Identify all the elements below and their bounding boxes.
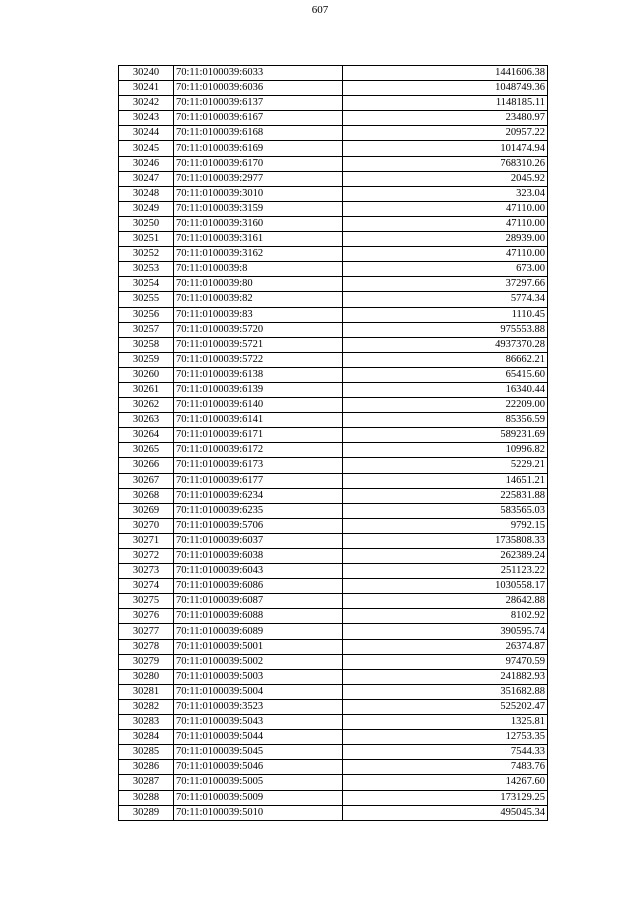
table-row <box>119 760 548 775</box>
cadastral-number-cell: 70:11:0100039:3523 <box>174 699 343 714</box>
row-number-cell: 30257 <box>119 322 174 337</box>
cadastral-number-cell: 70:11:0100039:5005 <box>174 775 343 790</box>
cadastral-number-cell: 70:11:0100039:6139 <box>174 382 343 397</box>
cadastral-value-cell: 262389.24 <box>343 549 548 564</box>
table-body <box>119 66 548 821</box>
table-row <box>119 805 548 820</box>
cadastral-number-cell: 70:11:0100039:6037 <box>174 533 343 548</box>
table-row <box>119 473 548 488</box>
cadastral-value-cell: 47110.00 <box>343 216 548 231</box>
cadastral-number-cell: 70:11:0100039:6043 <box>174 564 343 579</box>
cadastral-value-table <box>118 65 548 821</box>
row-number-cell: 30265 <box>119 443 174 458</box>
row-number-cell: 30258 <box>119 337 174 352</box>
row-number-cell: 30266 <box>119 458 174 473</box>
cadastral-value-cell: 14267.60 <box>343 775 548 790</box>
row-number-cell: 30250 <box>119 216 174 231</box>
row-number-cell: 30279 <box>119 654 174 669</box>
row-number-cell: 30277 <box>119 624 174 639</box>
cadastral-number-cell: 70:11:0100039:6173 <box>174 458 343 473</box>
cadastral-value-cell: 85356.59 <box>343 413 548 428</box>
table-row <box>119 216 548 231</box>
cadastral-value-cell: 225831.88 <box>343 488 548 503</box>
table-row <box>119 594 548 609</box>
table-row <box>119 247 548 262</box>
cadastral-number-cell: 70:11:0100039:6171 <box>174 428 343 443</box>
cadastral-number-cell: 70:11:0100039:5720 <box>174 322 343 337</box>
table-row <box>119 171 548 186</box>
row-number-cell: 30249 <box>119 201 174 216</box>
row-number-cell: 30261 <box>119 382 174 397</box>
table-row <box>119 609 548 624</box>
cadastral-number-cell: 70:11:0100039:6089 <box>174 624 343 639</box>
cadastral-number-cell: 70:11:0100039:5002 <box>174 654 343 669</box>
cadastral-value-cell: 28939.00 <box>343 232 548 247</box>
table-row <box>119 126 548 141</box>
cadastral-value-cell: 583565.03 <box>343 503 548 518</box>
row-number-cell: 30280 <box>119 669 174 684</box>
table-row <box>119 428 548 443</box>
cadastral-number-cell: 70:11:0100039:6086 <box>174 579 343 594</box>
row-number-cell: 30283 <box>119 715 174 730</box>
row-number-cell: 30241 <box>119 81 174 96</box>
table-row <box>119 292 548 307</box>
row-number-cell: 30247 <box>119 171 174 186</box>
table-row <box>119 669 548 684</box>
cadastral-value-cell: 1148185.11 <box>343 96 548 111</box>
cadastral-number-cell: 70:11:0100039:2977 <box>174 171 343 186</box>
table-row <box>119 367 548 382</box>
cadastral-number-cell: 70:11:0100039:6169 <box>174 141 343 156</box>
cadastral-value-cell: 768310.26 <box>343 156 548 171</box>
table-row <box>119 684 548 699</box>
cadastral-value-cell: 8102.92 <box>343 609 548 624</box>
cadastral-number-cell: 70:11:0100039:5706 <box>174 518 343 533</box>
cadastral-number-cell: 70:11:0100039:5045 <box>174 745 343 760</box>
cadastral-number-cell: 70:11:0100039:82 <box>174 292 343 307</box>
row-number-cell: 30288 <box>119 790 174 805</box>
row-number-cell: 30270 <box>119 518 174 533</box>
row-number-cell: 30272 <box>119 549 174 564</box>
table-row <box>119 549 548 564</box>
cadastral-value-cell: 4937370.28 <box>343 337 548 352</box>
row-number-cell: 30284 <box>119 730 174 745</box>
cadastral-value-cell: 9792.15 <box>343 518 548 533</box>
cadastral-number-cell: 70:11:0100039:6177 <box>174 473 343 488</box>
cadastral-value-cell: 14651.21 <box>343 473 548 488</box>
cadastral-value-cell: 1110.45 <box>343 307 548 322</box>
cadastral-number-cell: 70:11:0100039:6088 <box>174 609 343 624</box>
cadastral-value-cell: 97470.59 <box>343 654 548 669</box>
table-row <box>119 232 548 247</box>
row-number-cell: 30260 <box>119 367 174 382</box>
row-number-cell: 30244 <box>119 126 174 141</box>
row-number-cell: 30243 <box>119 111 174 126</box>
table-row <box>119 533 548 548</box>
row-number-cell: 30252 <box>119 247 174 262</box>
cadastral-number-cell: 70:11:0100039:6235 <box>174 503 343 518</box>
row-number-cell: 30248 <box>119 186 174 201</box>
row-number-cell: 30287 <box>119 775 174 790</box>
cadastral-number-cell: 70:11:0100039:3162 <box>174 247 343 262</box>
cadastral-value-cell: 12753.35 <box>343 730 548 745</box>
cadastral-value-cell: 975553.88 <box>343 322 548 337</box>
table-row <box>119 66 548 81</box>
table-row <box>119 518 548 533</box>
cadastral-number-cell: 70:11:0100039:6140 <box>174 398 343 413</box>
cadastral-number-cell: 70:11:0100039:3010 <box>174 186 343 201</box>
table-row <box>119 398 548 413</box>
row-number-cell: 30242 <box>119 96 174 111</box>
cadastral-number-cell: 70:11:0100039:5001 <box>174 639 343 654</box>
cadastral-value-cell: 2045.92 <box>343 171 548 186</box>
cadastral-value-cell: 37297.66 <box>343 277 548 292</box>
cadastral-number-cell: 70:11:0100039:5043 <box>174 715 343 730</box>
row-number-cell: 30282 <box>119 699 174 714</box>
row-number-cell: 30286 <box>119 760 174 775</box>
table-row <box>119 745 548 760</box>
cadastral-number-cell: 70:11:0100039:6036 <box>174 81 343 96</box>
cadastral-number-cell: 70:11:0100039:6170 <box>174 156 343 171</box>
cadastral-value-cell: 323.04 <box>343 186 548 201</box>
cadastral-number-cell: 70:11:0100039:3160 <box>174 216 343 231</box>
row-number-cell: 30276 <box>119 609 174 624</box>
cadastral-value-cell: 251123.22 <box>343 564 548 579</box>
row-number-cell: 30259 <box>119 352 174 367</box>
table-row <box>119 262 548 277</box>
cadastral-number-cell: 70:11:0100039:5010 <box>174 805 343 820</box>
cadastral-value-cell: 525202.47 <box>343 699 548 714</box>
row-number-cell: 30240 <box>119 66 174 81</box>
cadastral-number-cell: 70:11:0100039:5721 <box>174 337 343 352</box>
row-number-cell: 30256 <box>119 307 174 322</box>
table-row <box>119 639 548 654</box>
cadastral-value-cell: 47110.00 <box>343 247 548 262</box>
cadastral-value-cell: 22209.00 <box>343 398 548 413</box>
row-number-cell: 30285 <box>119 745 174 760</box>
cadastral-value-cell: 351682.88 <box>343 684 548 699</box>
row-number-cell: 30271 <box>119 533 174 548</box>
cadastral-number-cell: 70:11:0100039:6172 <box>174 443 343 458</box>
cadastral-number-cell: 70:11:0100039:5046 <box>174 760 343 775</box>
cadastral-number-cell: 70:11:0100039:5009 <box>174 790 343 805</box>
cadastral-number-cell: 70:11:0100039:6038 <box>174 549 343 564</box>
cadastral-value-cell: 26374.87 <box>343 639 548 654</box>
row-number-cell: 30246 <box>119 156 174 171</box>
table-row <box>119 307 548 322</box>
table-row <box>119 81 548 96</box>
cadastral-value-cell: 1048749.36 <box>343 81 548 96</box>
table-row <box>119 413 548 428</box>
cadastral-value-cell: 1030558.17 <box>343 579 548 594</box>
row-number-cell: 30274 <box>119 579 174 594</box>
table-row <box>119 111 548 126</box>
table-row <box>119 624 548 639</box>
cadastral-value-cell: 47110.00 <box>343 201 548 216</box>
cadastral-value-cell: 173129.25 <box>343 790 548 805</box>
cadastral-value-cell: 23480.97 <box>343 111 548 126</box>
cadastral-value-cell: 7483.76 <box>343 760 548 775</box>
row-number-cell: 30253 <box>119 262 174 277</box>
cadastral-value-cell: 7544.33 <box>343 745 548 760</box>
cadastral-number-cell: 70:11:0100039:80 <box>174 277 343 292</box>
cadastral-number-cell: 70:11:0100039:3161 <box>174 232 343 247</box>
table-row <box>119 503 548 518</box>
cadastral-number-cell: 70:11:0100039:3159 <box>174 201 343 216</box>
cadastral-value-cell: 65415.60 <box>343 367 548 382</box>
cadastral-number-cell: 70:11:0100039:5004 <box>174 684 343 699</box>
row-number-cell: 30273 <box>119 564 174 579</box>
row-number-cell: 30245 <box>119 141 174 156</box>
cadastral-value-cell: 589231.69 <box>343 428 548 443</box>
cadastral-value-cell: 1441606.38 <box>343 66 548 81</box>
cadastral-value-cell: 241882.93 <box>343 669 548 684</box>
cadastral-value-cell: 16340.44 <box>343 382 548 397</box>
table-row <box>119 156 548 171</box>
table-row <box>119 699 548 714</box>
table-row <box>119 730 548 745</box>
cadastral-number-cell: 70:11:0100039:5722 <box>174 352 343 367</box>
cadastral-value-cell: 101474.94 <box>343 141 548 156</box>
cadastral-value-cell: 1735808.33 <box>343 533 548 548</box>
row-number-cell: 30289 <box>119 805 174 820</box>
row-number-cell: 30264 <box>119 428 174 443</box>
table-row <box>119 654 548 669</box>
cadastral-number-cell: 70:11:0100039:6138 <box>174 367 343 382</box>
table-row <box>119 322 548 337</box>
table-row <box>119 488 548 503</box>
table-row <box>119 715 548 730</box>
cadastral-number-cell: 70:11:0100039:6167 <box>174 111 343 126</box>
cadastral-value-cell: 673.00 <box>343 262 548 277</box>
cadastral-value-cell: 390595.74 <box>343 624 548 639</box>
table-row <box>119 96 548 111</box>
cadastral-value-cell: 5229.21 <box>343 458 548 473</box>
cadastral-number-cell: 70:11:0100039:83 <box>174 307 343 322</box>
cadastral-value-cell: 5774.34 <box>343 292 548 307</box>
cadastral-number-cell: 70:11:0100039:6168 <box>174 126 343 141</box>
row-number-cell: 30262 <box>119 398 174 413</box>
row-number-cell: 30267 <box>119 473 174 488</box>
table-row <box>119 352 548 367</box>
cadastral-number-cell: 70:11:0100039:8 <box>174 262 343 277</box>
table-row <box>119 443 548 458</box>
cadastral-number-cell: 70:11:0100039:6087 <box>174 594 343 609</box>
row-number-cell: 30251 <box>119 232 174 247</box>
cadastral-number-cell: 70:11:0100039:5044 <box>174 730 343 745</box>
table-row <box>119 277 548 292</box>
row-number-cell: 30263 <box>119 413 174 428</box>
cadastral-value-cell: 495045.34 <box>343 805 548 820</box>
row-number-cell: 30268 <box>119 488 174 503</box>
row-number-cell: 30269 <box>119 503 174 518</box>
cadastral-value-cell: 28642.88 <box>343 594 548 609</box>
cadastral-value-cell: 20957.22 <box>343 126 548 141</box>
table-row <box>119 579 548 594</box>
cadastral-number-cell: 70:11:0100039:6033 <box>174 66 343 81</box>
table-row <box>119 458 548 473</box>
cadastral-value-cell: 86662.21 <box>343 352 548 367</box>
table-row <box>119 186 548 201</box>
cadastral-number-cell: 70:11:0100039:6137 <box>174 96 343 111</box>
page-number: 607 <box>311 4 329 16</box>
table-row <box>119 382 548 397</box>
row-number-cell: 30255 <box>119 292 174 307</box>
cadastral-value-cell: 10996.82 <box>343 443 548 458</box>
cadastral-number-cell: 70:11:0100039:6234 <box>174 488 343 503</box>
table-row <box>119 775 548 790</box>
row-number-cell: 30275 <box>119 594 174 609</box>
table-row <box>119 337 548 352</box>
cadastral-number-cell: 70:11:0100039:6141 <box>174 413 343 428</box>
cadastral-value-cell: 1325.81 <box>343 715 548 730</box>
row-number-cell: 30278 <box>119 639 174 654</box>
row-number-cell: 30254 <box>119 277 174 292</box>
cadastral-number-cell: 70:11:0100039:5003 <box>174 669 343 684</box>
table-row <box>119 201 548 216</box>
table-row <box>119 141 548 156</box>
table-row <box>119 564 548 579</box>
row-number-cell: 30281 <box>119 684 174 699</box>
table-row <box>119 790 548 805</box>
